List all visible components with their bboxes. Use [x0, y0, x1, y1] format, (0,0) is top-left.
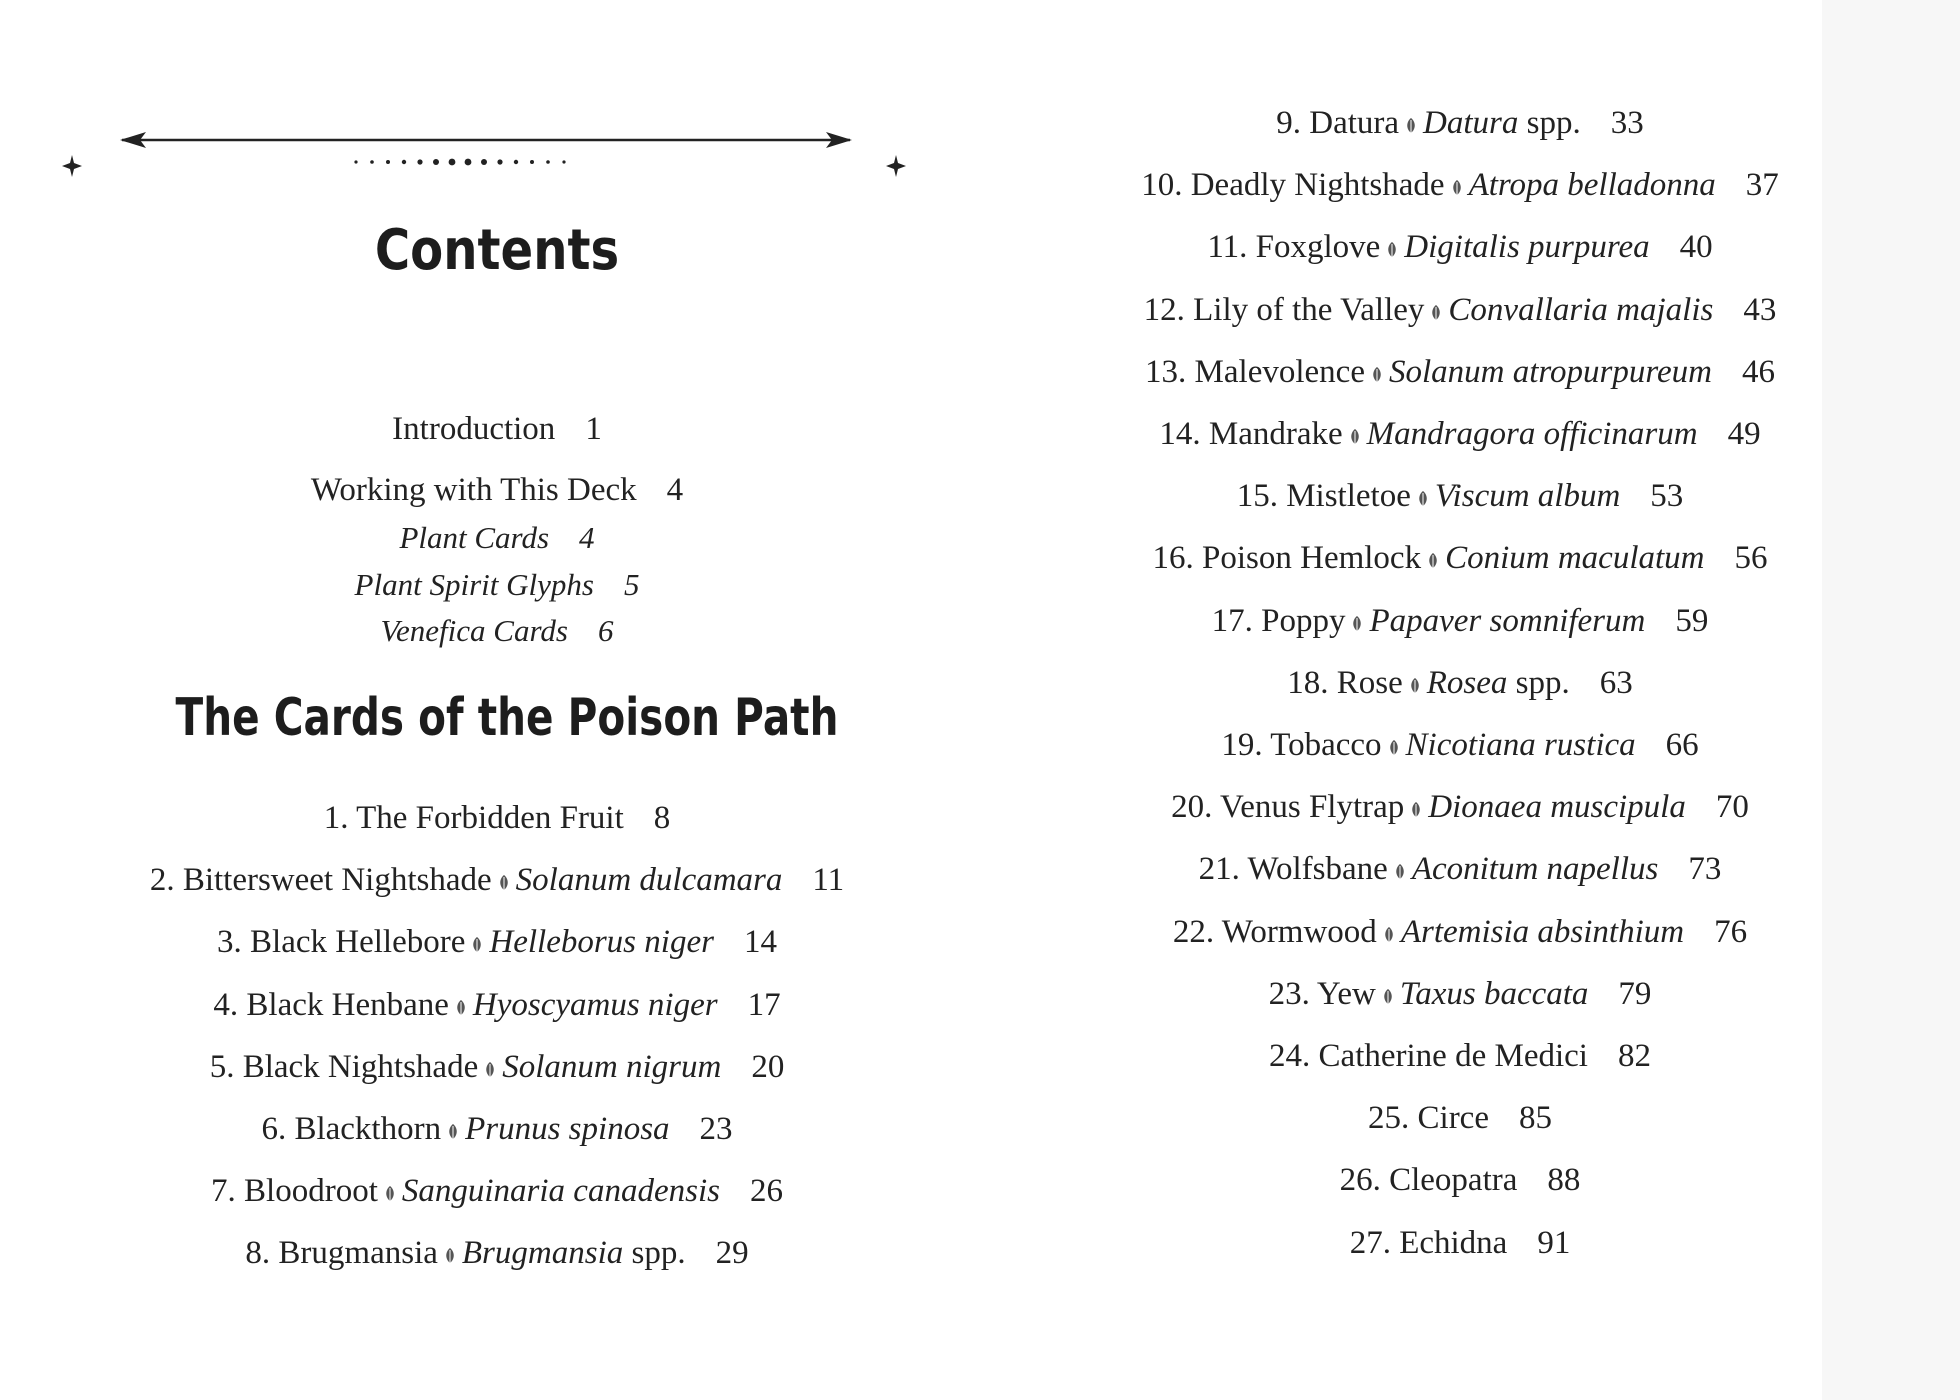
toc-entry[interactable] [1000, 663, 1920, 703]
leaf-icon [447, 1123, 459, 1141]
toc-entry[interactable] [1000, 725, 1920, 765]
entry-page: 63 [1599, 664, 1633, 701]
leaf-icon [1409, 677, 1421, 695]
entry-label: 13. Malevolence [1145, 353, 1365, 390]
entry-page: 82 [1617, 1038, 1651, 1074]
scientific-name: Prunus spinosa [465, 1111, 670, 1147]
toc-entry[interactable] [1000, 1036, 1920, 1076]
entry-page: 46 [1741, 353, 1775, 390]
entry-label: 17. Poppy [1211, 602, 1346, 639]
toc-entry[interactable] [0, 1233, 994, 1273]
entry-page: 6 [597, 613, 614, 648]
entry-label: Introduction [392, 411, 556, 447]
toc-entry[interactable] [1000, 974, 1920, 1014]
toc-subentry[interactable] [0, 565, 994, 605]
entry-page: 20 [751, 1048, 785, 1085]
leaf-icon [471, 936, 483, 954]
entry-page: 88 [1547, 1162, 1581, 1199]
entry-label: 7. Bloodroot [211, 1173, 378, 1210]
scientific-name: Sanguinaria canadensis [401, 1173, 720, 1210]
species-suffix: spp. [623, 1235, 686, 1272]
scientific-name: Hyoscyamus niger [472, 986, 718, 1023]
toc-entry[interactable] [1000, 290, 1920, 330]
entry-label: 21. Wolfsbane [1198, 851, 1388, 888]
entry-label: Venefica Cards [380, 613, 568, 648]
toc-subentry[interactable] [0, 518, 994, 558]
entry-page: 33 [1610, 105, 1644, 141]
entry-page: 8 [653, 800, 671, 836]
toc-entry[interactable] [0, 922, 994, 962]
scientific-name: Taxus baccata [1399, 975, 1589, 1012]
toc-entry[interactable] [0, 1171, 994, 1211]
leaf-icon [1410, 801, 1422, 819]
page-title: Contents [374, 218, 620, 283]
entry-label: 5. Black Nightshade [209, 1048, 479, 1085]
scientific-name: Datura [1423, 105, 1519, 141]
leaf-icon [1405, 117, 1417, 135]
entry-page: 91 [1537, 1224, 1571, 1261]
entry-label: Plant Spirit Glyphs [354, 567, 594, 602]
entry-label: 9. Datura [1276, 105, 1400, 141]
entry-page: 73 [1688, 851, 1722, 888]
toc-entry[interactable] [1000, 227, 1920, 267]
entry-label: 20. Venus Flytrap [1171, 789, 1405, 826]
entry-label: 16. Poison Hemlock [1152, 540, 1422, 577]
sparkle-icon [62, 155, 82, 177]
leaf-icon [1417, 490, 1429, 508]
leaf-icon [1427, 552, 1439, 570]
entry-page: 4 [579, 520, 595, 555]
leaf-icon [1371, 366, 1383, 384]
sparkle-icon [886, 155, 906, 177]
entry-label: 6. Blackthorn [261, 1111, 442, 1147]
entry-page: 40 [1679, 229, 1713, 266]
toc-entry[interactable] [1000, 414, 1920, 454]
scientific-name: Brugmansia [461, 1235, 624, 1272]
leaf-icon [1388, 739, 1400, 757]
toc-entry[interactable] [1000, 1160, 1920, 1200]
leaf-icon [455, 999, 467, 1017]
scientific-name: Aconitum napellus [1411, 851, 1659, 888]
entry-page: 56 [1734, 540, 1768, 577]
scientific-name: Viscum album [1434, 478, 1621, 515]
toc-entry[interactable] [1000, 1223, 1920, 1263]
entry-label: 26. Cleopatra [1339, 1162, 1518, 1199]
entry-label: 19. Tobacco [1221, 727, 1382, 763]
entry-label: 27. Echidna [1349, 1224, 1508, 1261]
leaf-icon [498, 874, 510, 892]
entry-page: 17 [747, 986, 781, 1023]
toc-entry[interactable] [1000, 352, 1920, 392]
leaf-icon [444, 1247, 456, 1265]
leaf-icon [1382, 988, 1394, 1006]
toc-entry[interactable] [1000, 787, 1920, 827]
toc-subentry[interactable] [0, 611, 994, 651]
entry-page: 66 [1665, 727, 1699, 763]
toc-entry[interactable] [0, 798, 994, 838]
toc-entry[interactable] [1000, 476, 1920, 516]
entry-label: Working with This Deck [310, 472, 637, 508]
scientific-name: Mandragora officinarum [1366, 416, 1698, 452]
entry-label: 1. The Forbidden Fruit [323, 800, 624, 836]
leaf-icon [384, 1185, 396, 1203]
toc-entry[interactable] [0, 1109, 994, 1149]
toc-entry[interactable] [0, 860, 994, 900]
scientific-name: Dionaea muscipula [1428, 789, 1686, 826]
scientific-name: Papaver somniferum [1369, 602, 1646, 639]
scientific-name: Helleborus niger [489, 924, 714, 961]
scientific-name: Atropa belladonna [1468, 167, 1716, 204]
scientific-name: Solanum atropurpureum [1388, 353, 1712, 390]
entry-label: 8. Brugmansia [245, 1235, 438, 1272]
entry-label: 22. Wormwood [1172, 913, 1377, 950]
toc-entry[interactable] [1000, 912, 1920, 952]
leaf-icon [1386, 241, 1398, 259]
leaf-icon [1349, 428, 1361, 446]
entry-label: 3. Black Hellebore [217, 924, 466, 961]
entry-label: 11. Foxglove [1207, 229, 1381, 266]
arrow-divider-icon [60, 128, 920, 188]
entry-page: 26 [749, 1173, 783, 1210]
scientific-name: Solanum nigrum [502, 1048, 722, 1085]
toc-entry[interactable] [0, 1047, 994, 1087]
entry-label: 10. Deadly Nightshade [1141, 167, 1445, 204]
entry-page: 85 [1518, 1100, 1552, 1137]
toc-entry[interactable] [1000, 165, 1920, 205]
scientific-name: Solanum dulcamara [515, 862, 783, 899]
toc-entry[interactable] [0, 470, 994, 510]
entry-page: 49 [1727, 416, 1761, 452]
scientific-name: Rosea [1426, 664, 1508, 701]
entry-page: 11 [812, 862, 845, 899]
toc-entry[interactable] [1000, 538, 1920, 578]
scientific-name: Convallaria majalis [1448, 291, 1714, 328]
scientific-name: Digitalis purpurea [1404, 229, 1650, 266]
entry-label: 2. Bittersweet Nightshade [149, 862, 492, 899]
leaf-icon [1351, 615, 1363, 633]
toc-entry[interactable] [1000, 1098, 1920, 1138]
leaf-icon [484, 1061, 496, 1079]
toc-entry[interactable] [0, 985, 994, 1025]
entry-label: 12. Lily of the Valley [1143, 291, 1425, 328]
entry-label: Plant Cards [399, 520, 550, 555]
entry-label: 25. Circe [1368, 1100, 1489, 1137]
leaf-icon [1451, 179, 1463, 197]
entry-label: 4. Black Henbane [213, 986, 449, 1023]
entry-page: 5 [623, 567, 640, 602]
entry-label: 15. Mistletoe [1236, 478, 1411, 515]
entry-page: 43 [1743, 291, 1777, 328]
entry-page: 76 [1714, 913, 1748, 950]
toc-entry[interactable] [1000, 601, 1920, 641]
species-suffix: spp. [1518, 105, 1581, 141]
entry-page: 14 [743, 924, 777, 961]
entry-label: 24. Catherine de Medici [1269, 1038, 1588, 1074]
entry-label: 18. Rose [1287, 664, 1403, 701]
entry-label: 14. Mandrake [1159, 416, 1343, 452]
toc-entry[interactable] [1000, 849, 1920, 889]
leaf-icon [1383, 926, 1395, 944]
scientific-name: Nicotiana rustica [1405, 727, 1636, 763]
entry-page: 4 [666, 472, 684, 508]
entry-page: 37 [1745, 167, 1779, 204]
entry-label: 23. Yew [1268, 975, 1376, 1012]
scientific-name: Conium maculatum [1445, 540, 1705, 577]
entry-page: 29 [715, 1235, 749, 1272]
entry-page: 23 [699, 1111, 733, 1147]
leaf-icon [1430, 304, 1442, 322]
species-suffix: spp. [1507, 664, 1570, 701]
entry-page: 59 [1675, 602, 1709, 639]
entry-page: 79 [1618, 975, 1652, 1012]
scientific-name: Artemisia absinthium [1400, 913, 1685, 950]
section-title: The Cards of the Poison Path [175, 688, 839, 748]
toc-entry[interactable] [1000, 103, 1920, 143]
entry-page: 53 [1650, 478, 1684, 515]
toc-entry[interactable] [0, 409, 994, 449]
entry-page: 70 [1715, 789, 1749, 826]
entry-page: 1 [585, 411, 602, 447]
leaf-icon [1394, 863, 1406, 881]
